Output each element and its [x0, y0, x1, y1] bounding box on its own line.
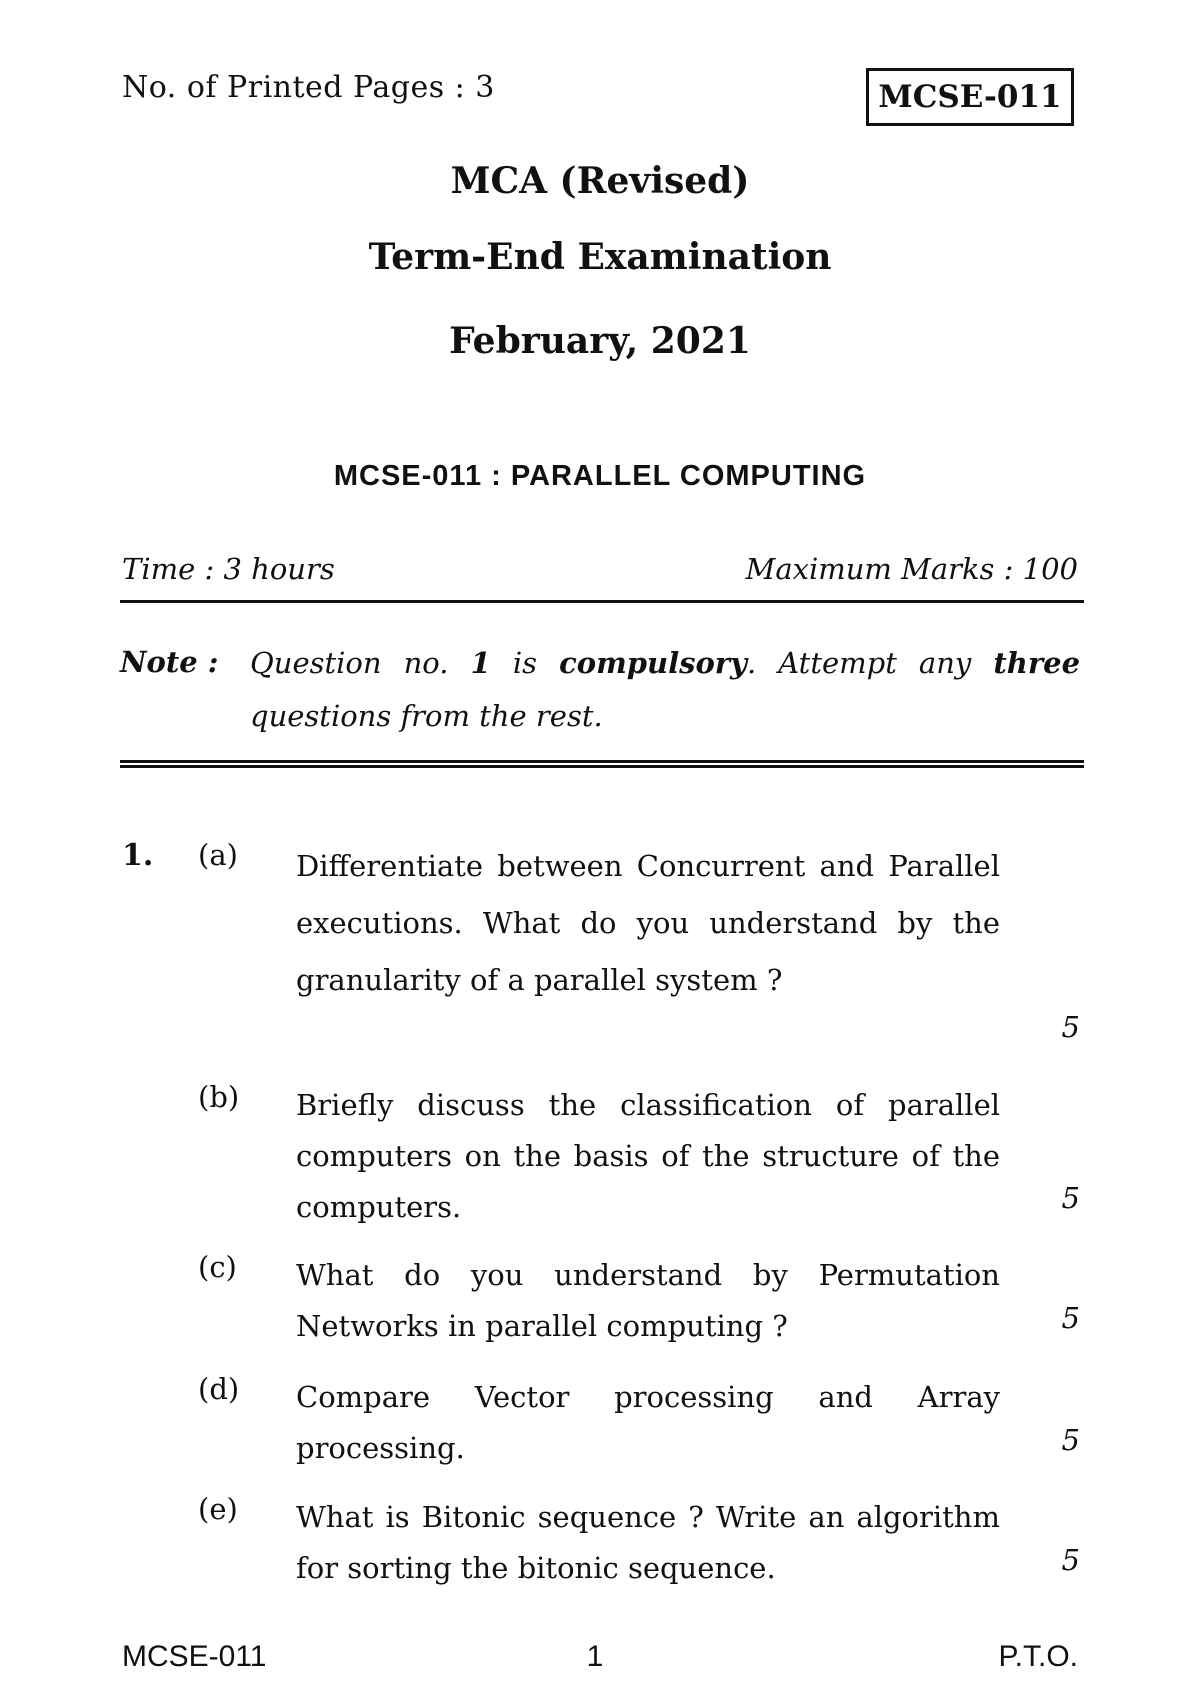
- part-d-label: (d): [198, 1372, 240, 1406]
- question-number: 1.: [122, 838, 154, 873]
- part-c-text: What do you understand by Permutation Networks in parallel computing ?: [296, 1258, 1000, 1343]
- part-e-label: (e): [198, 1492, 238, 1526]
- part-e-text: What is Bitonic sequence ? Write an algorithm for sorting the bitonic sequence.: [296, 1500, 1000, 1585]
- part-b-text: Briefly discuss the classification of parallel computers on the basis of the structure of the computers.: [296, 1088, 1000, 1224]
- part-b-marks: 5: [1061, 1181, 1080, 1215]
- subject-title: MCSE-011 : PARALLEL COMPUTING: [333, 460, 867, 492]
- footer-page-number: 1: [586, 1640, 604, 1673]
- exam-title: Term-End Examination: [368, 236, 832, 278]
- printed-pages-count: No. of Printed Pages : 3: [122, 70, 495, 105]
- paper-code-box: MCSE-011: [866, 68, 1074, 126]
- session-title: February, 2021: [449, 320, 751, 362]
- part-c-label: (c): [198, 1250, 237, 1284]
- part-e-marks: 5: [1061, 1543, 1080, 1577]
- note-label: Note :: [120, 645, 219, 679]
- footer-paper-code: MCSE-011: [122, 1640, 267, 1673]
- program-title: MCA (Revised): [450, 160, 750, 202]
- part-a-label: (a): [198, 838, 238, 872]
- time-allowed: Time : 3 hours: [122, 552, 335, 586]
- part-d-text: Compare Vector processing and Array processing.: [296, 1380, 1000, 1465]
- header-rule: [120, 600, 1084, 603]
- part-d-marks: 5: [1061, 1423, 1080, 1457]
- part-b-label: (b): [198, 1080, 240, 1114]
- maximum-marks: Maximum Marks : 100: [745, 552, 1078, 586]
- part-c-marks: 5: [1061, 1301, 1080, 1335]
- note-double-rule: [120, 760, 1084, 768]
- footer-pto: P.T.O.: [998, 1640, 1078, 1673]
- note-text: Question no. 1 is compulsory. Attempt any three questions from the rest.: [250, 646, 1081, 733]
- part-a-text: Differentiate between Concurrent and Parallel executions. What do you understand by the granularity of a parallel system ?: [296, 849, 1000, 997]
- part-a-marks: 5: [1061, 1010, 1080, 1044]
